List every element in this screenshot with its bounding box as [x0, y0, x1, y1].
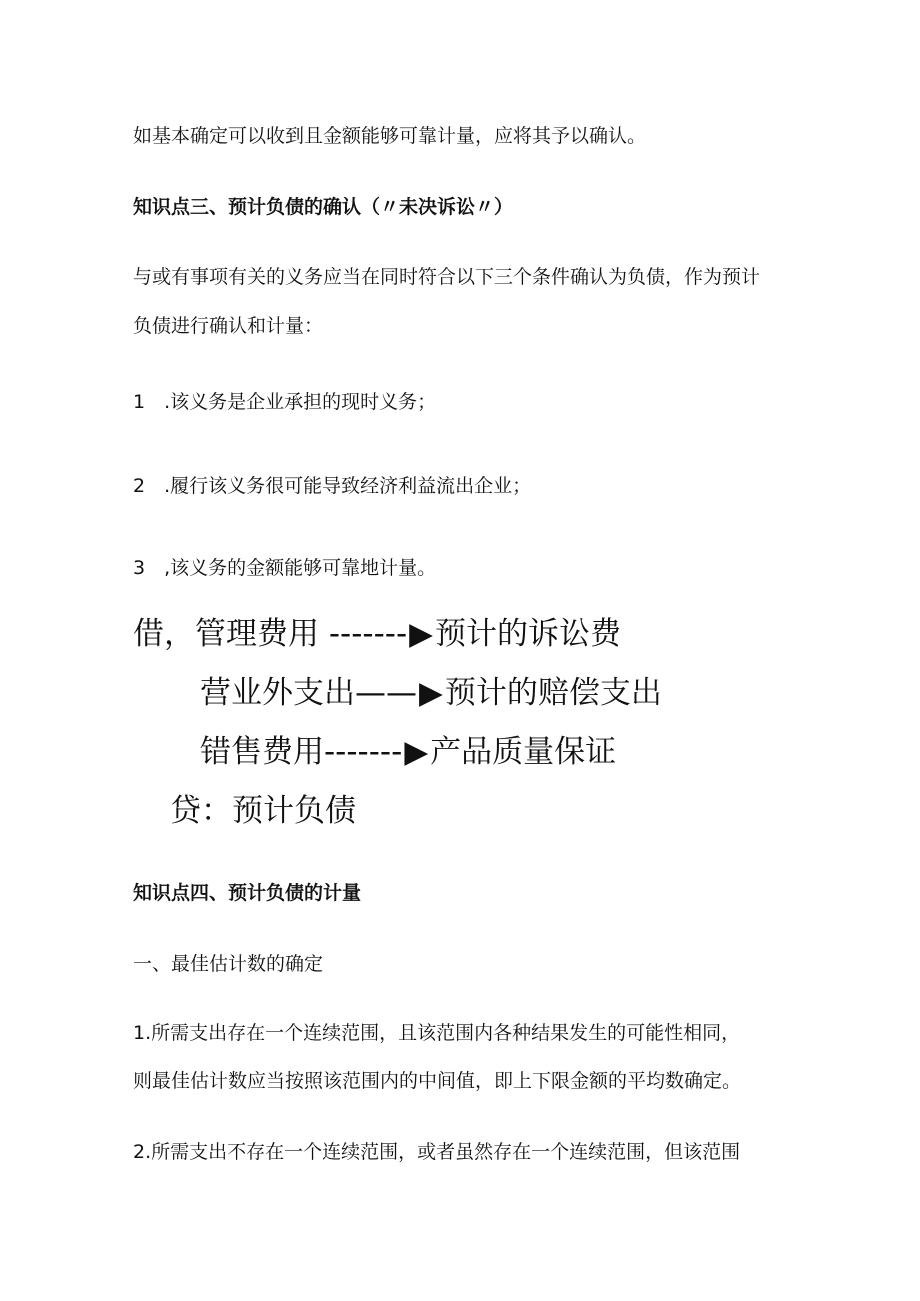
condition-item-1: 1 .该义务是企业承担的现时义务；	[133, 391, 437, 413]
item-1-line2: 则最佳估计数应当按照该范围内的中间值，即上下限金额的平均数确定。	[133, 1070, 742, 1092]
debit-prefix: 借，	[133, 616, 195, 652]
subheading-best-estimate: 一、最佳估计数的确定	[133, 953, 324, 975]
condition-item-3: 3 ,该义务的金额能够可靠地计量。	[133, 557, 437, 579]
section-heading-4: 知识点四、预计负债的计量	[133, 882, 362, 904]
entry-item: 预计的赔偿支出	[444, 675, 662, 711]
debit-account: 管理费用	[195, 616, 319, 652]
connector-line: -------	[324, 734, 403, 770]
debit-account: 错售费用	[200, 734, 324, 770]
journal-entry-row-3	[200, 732, 616, 772]
item-2-line1: 2.所需支出不存在一个连续范围，或者虽然存在一个连续范围，但该范围	[133, 1141, 741, 1163]
section-heading-3: 知识点三、预计负债的确认（〃未决诉讼〃）	[133, 196, 514, 218]
journal-entry-row-1	[133, 614, 621, 654]
journal-entry-row-2	[200, 673, 662, 713]
paragraph-recognition-note: 如基本确定可以收到且金额能够可靠计量，应将其予以确认。	[133, 125, 647, 147]
entry-item: 预计的诉讼费	[435, 616, 622, 652]
arrow-right-icon: ▶	[409, 616, 434, 652]
journal-entry-credit: 贷：预计负债	[170, 793, 356, 829]
entry-item: 产品质量保证	[430, 734, 617, 770]
arrow-right-icon: ▶	[404, 734, 429, 770]
paragraph-conditions-line2: 负债进行确认和计量：	[133, 315, 324, 337]
connector-line: -------	[328, 616, 408, 652]
connector-line: ——	[355, 675, 417, 711]
arrow-right-icon: ▶	[419, 675, 443, 711]
condition-item-2: 2 .履行该义务很可能导致经济利益流出企业；	[133, 475, 532, 497]
paragraph-conditions-line1: 与或有事项有关的义务应当在同时符合以下三个条件确认为负债，作为预计	[133, 266, 761, 288]
debit-account: 营业外支出	[200, 675, 355, 711]
item-1-line1: 1.所需支出存在一个连续范围，且该范围内各种结果发生的可能性相同，	[133, 1022, 741, 1044]
